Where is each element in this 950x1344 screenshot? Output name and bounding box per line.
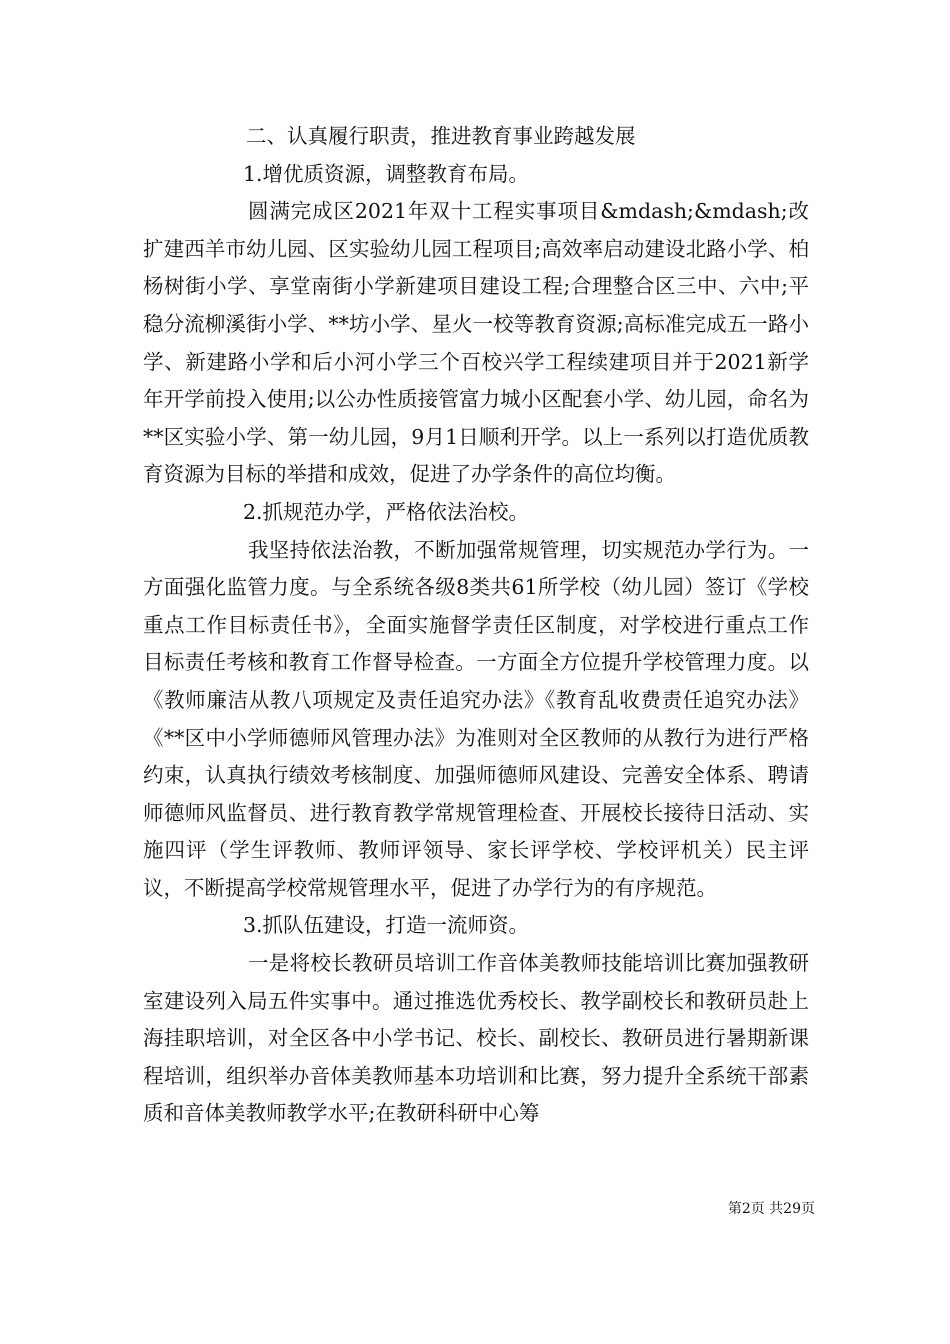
subsection-heading-1: 1.增优质资源，调整教育布局。 (243, 161, 530, 186)
subsection-heading-3: 3.抓队伍建设，打造一流师资。 (243, 913, 530, 938)
subsection-heading-2: 2.抓规范办学，严格依法治校。 (243, 499, 530, 524)
page-number: 第2页 共29页 (727, 1201, 815, 1217)
paragraph-1: 圆满完成区2021年双十工程实事项目&mdash;&mdash;改扩建西羊市幼儿园、区实验幼儿园工程项目;高效率启动建设北路小学、柏杨树街小学、享堂南街小学新建项目建设工程;合理整合区三中、六中;平稳分流柳溪街小学、**坊小学、星火一校等教育资源;高标准完成五一路小学、新建路小学和后小河小学三个百校兴学工程续建项目并于2021新学年开学前投入使用;以公办性质接管富力城小区配套小学、幼儿园，命名为**区实验小学、第一幼儿园，9月1日顺利开学。以上一系列以打造优质教育资源为目标的举措和成效，促进了办学条件的高位均衡。 (143, 199, 809, 487)
section-title: 二、认真履行职责，推进教育事业跨越发展 (246, 124, 636, 148)
paragraph-3: 一是将校长教研员培训工作音体美教师技能培训比赛加强教研室建设列入局五件实事中。通过推选优秀校长、教学副校长和教研员赴上海挂职培训，对全区各中小学书记、校长、副校长、教研员进行暑期新课程培训，组织举办音体美教师基本功培训和比赛，努力提升全系统干部素质和音体美教师教学水平;在教研科研中心筹 (143, 951, 809, 1126)
paragraph-2: 我坚持依法治教，不断加强常规管理，切实规范办学行为。一方面强化监管力度。与全系统各级8类共61所学校（幼儿园）签订《学校重点工作目标责任书》，全面实施督学责任区制度，对学校进行重点工作目标责任考核和教育工作督导检查。一方面全方位提升学校管理力度。以《教师廉洁从教八项规定及责任追究办法》《教育乱收费责任追究办法》《**区中小学师德师风管理办法》为准则对全区教师的从教行为进行严格约束，认真执行绩效考核制度、加强师德师风建设、完善安全体系、聘请师德师风监督员、进行教育教学常规管理检查、开展校长接待日活动、实施四评（学生评教师、教师评领导、家长评学校、学校评机关）民主评议，不断提高学校常规管理水平，促进了办学行为的有序规范。 (143, 537, 809, 900)
document-body (143, 118, 809, 1133)
